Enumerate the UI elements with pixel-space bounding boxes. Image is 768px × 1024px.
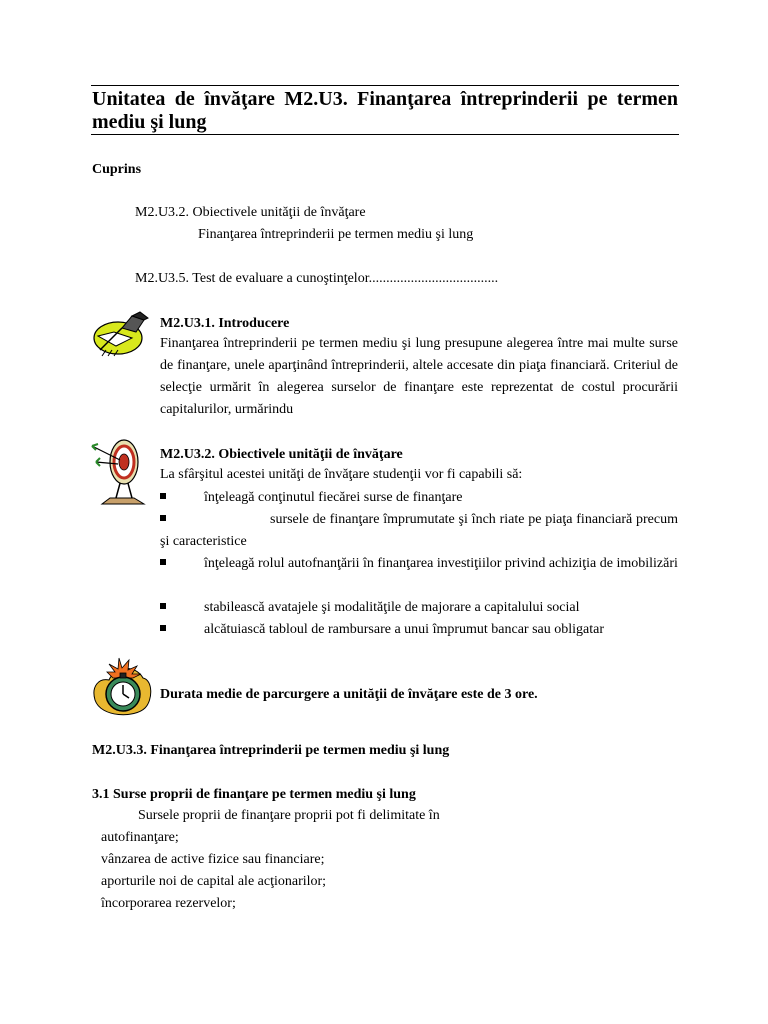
obiective-bullet: înţeleagă rolul autofnanţării în finanţarea investiţiilor privind achiziţia de imobilizări <box>160 553 678 575</box>
pushpin-note-icon <box>92 310 154 360</box>
obiective-bullet: înţeleagă conţinutul fiecărei surse de finanţare <box>160 487 678 509</box>
page-title: Unitatea de învăţare M2.U3. Finanţarea întreprinderii pe termen mediu şi lung <box>92 88 678 133</box>
obiective-bullet: sursele de finanţare împrumutate şi înch riate pe piaţa financiară precum şi caracteristice <box>160 512 678 549</box>
obiective-bullet: alcătuiască tabloul de rambursare a unui împrumut bancar sau obligatar <box>160 619 678 641</box>
title-top-rule <box>91 85 679 86</box>
title-bottom-rule <box>91 134 679 135</box>
toc-item-financing[interactable]: Finanţarea întreprinderii pe termen mediu şi lung <box>198 227 474 242</box>
section3-heading: M2.U3.3. Finanţarea întreprinderii pe termen mediu şi lung <box>92 743 450 758</box>
list-item: vânzarea de active fizice sau financiare; <box>101 852 325 867</box>
section3-intro: Sursele proprii de finanţare proprii pot fi delimitate în <box>138 808 440 823</box>
introducere-heading: M2.U3.1. Introducere <box>160 316 290 331</box>
obiective-bullet: stabilească avatajele şi modalităţile de majorare a capitalului social <box>160 597 678 619</box>
stopwatch-icon <box>89 656 155 720</box>
cuprins-heading: Cuprins <box>92 162 142 177</box>
toc-item-test[interactable]: M2.U3.5. Test de evaluare a cunoştinţelor..................................... <box>135 271 499 286</box>
section3-subheading: 3.1 Surse proprii de finanţare pe termen mediu şi lung <box>92 787 416 802</box>
obiective-heading: M2.U3.2. Obiectivele unităţii de învăţare <box>160 447 403 462</box>
toc-item-objectives[interactable]: M2.U3.2. Obiectivele unităţii de învăţare <box>135 205 366 220</box>
introducere-text: Finanţarea întreprinderii pe termen mediu şi lung presupune alegerea între mai multe surse de finanţare, unele aparţinând întreprinderii, altele accesate din piaţa financiară. Criteriul de selecţie urmărit în alegerea surselor de finanţare este reprezentat de costul procurării capitalurilor, urmărindu <box>160 336 678 417</box>
target-icon <box>90 436 152 506</box>
list-item: încorporarea rezervelor; <box>101 896 236 911</box>
list-item: aporturile noi de capital ale acţionarilor; <box>101 874 327 889</box>
duration-text: Durata medie de parcurgere a unităţii de învăţare este de 3 ore. <box>160 687 538 702</box>
list-item: autofinanţare; <box>101 830 179 845</box>
obiective-intro: La sfârşitul acestei unităţi de învăţare studenţii vor fi capabili să: <box>160 467 523 482</box>
